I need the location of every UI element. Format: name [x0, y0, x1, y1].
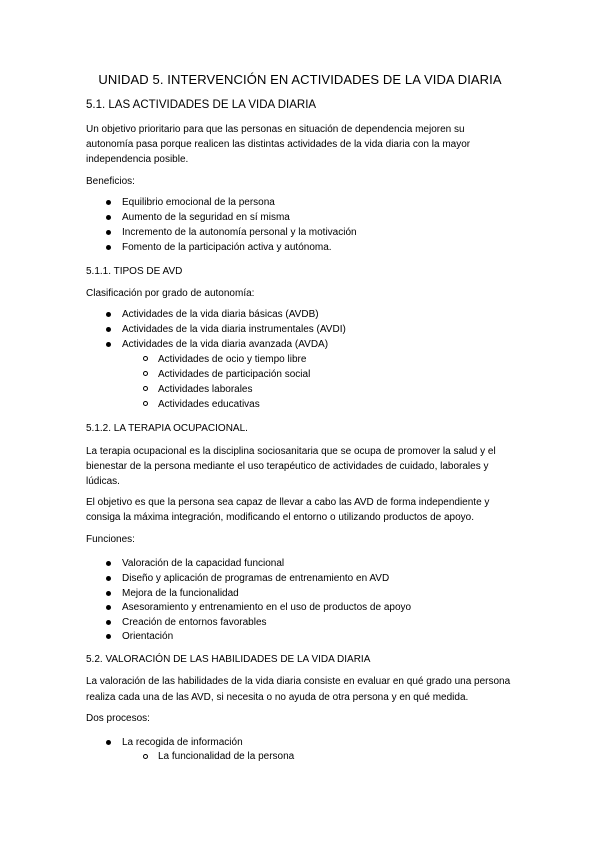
sub-bullet-icon — [143, 371, 148, 376]
sub-list-item: Actividades laborales — [158, 384, 253, 395]
sub-list-item: Actividades de ocio y tiempo libre — [158, 354, 307, 365]
bullet-icon — [106, 620, 111, 625]
list-item: Aumento de la seguridad en sí misma — [122, 212, 290, 223]
bullet-icon — [106, 605, 111, 610]
page-title: UNIDAD 5. INTERVENCIÓN EN ACTIVIDADES DE LA VIDA DIARIA — [98, 72, 502, 87]
list-item: Actividades de la vida diaria instrumentales (AVDI) — [122, 324, 346, 335]
bullet-icon — [106, 230, 111, 235]
sub-list-item: Actividades de participación social — [158, 369, 311, 380]
list-item: Incremento de la autonomía personal y la motivación — [122, 227, 357, 238]
bullet-icon — [106, 576, 111, 581]
sub-bullet-icon — [143, 386, 148, 391]
sub-bullet-icon — [143, 754, 148, 759]
bullet-icon — [106, 245, 111, 250]
paragraph-line: autonomía pasa porque realicen las distintas actividades de la vida diaria con la mayor — [86, 139, 471, 150]
list-item: Actividades de la vida diaria avanzada (AVDA) — [122, 339, 329, 350]
paragraph-line: bienestar de la persona mediante el uso terapéutico de actividades de cuidado, laborales y — [86, 461, 489, 472]
bullet-icon — [106, 200, 111, 205]
paragraph-line: realiza cada una de las AVD, si necesita o no ayuda de otra persona y en qué medida. — [86, 692, 469, 703]
paragraph-line: consiga la máxima integración, modificando el entorno o utilizando productos de apoyo. — [86, 512, 475, 523]
bullet-icon — [106, 312, 111, 317]
bullet-icon — [106, 740, 111, 745]
list-item: La recogida de información — [122, 737, 243, 748]
section-heading-5-2: 5.2. VALORACIÓN DE LAS HABILIDADES DE LA VIDA DIARIA — [86, 654, 371, 665]
list-item: Creación de entornos favorables — [122, 617, 267, 628]
processes-label: Dos procesos: — [86, 713, 150, 724]
section-heading-5-1-2: 5.1.2. LA TERAPIA OCUPACIONAL. — [86, 423, 248, 434]
sub-bullet-icon — [143, 401, 148, 406]
paragraph-line: lúdicas. — [86, 476, 120, 487]
paragraph-line: Un objetivo prioritario para que las personas en situación de dependencia mejoren su — [86, 124, 465, 135]
bullet-icon — [106, 327, 111, 332]
bullet-icon — [106, 342, 111, 347]
sub-list-item: Actividades educativas — [158, 399, 260, 410]
list-item: Equilibrio emocional de la persona — [122, 197, 275, 208]
sub-bullet-icon — [143, 356, 148, 361]
bullet-icon — [106, 634, 111, 639]
list-item: Actividades de la vida diaria básicas (AVDB) — [122, 309, 319, 320]
section-heading-5-1-1: 5.1.1. TIPOS DE AVD — [86, 266, 183, 277]
list-item: Mejora de la funcionalidad — [122, 588, 239, 599]
sub-list-item: La funcionalidad de la persona — [158, 751, 295, 762]
classification-label: Clasificación por grado de autonomía: — [86, 288, 255, 299]
paragraph-line: La valoración de las habilidades de la vida diaria consiste en evaluar en qué grado una persona — [86, 676, 511, 687]
bullet-icon — [106, 561, 111, 566]
benefits-label: Beneficios: — [86, 176, 135, 187]
list-item: Valoración de la capacidad funcional — [122, 558, 285, 569]
list-item: Asesoramiento y entrenamiento en el uso de productos de apoyo — [122, 602, 412, 613]
list-item: Orientación — [122, 631, 174, 642]
bullet-icon — [106, 215, 111, 220]
functions-label: Funciones: — [86, 534, 135, 545]
paragraph-line: La terapia ocupacional es la disciplina sociosanitaria que se ocupa de promover la salud y el — [86, 446, 496, 457]
paragraph-line: independencia posible. — [86, 154, 189, 165]
paragraph-line: El objetivo es que la persona sea capaz de llevar a cabo las AVD de forma independiente y — [86, 497, 490, 508]
list-item: Fomento de la participación activa y autónoma. — [122, 242, 332, 253]
bullet-icon — [106, 591, 111, 596]
section-heading-5-1: 5.1. LAS ACTIVIDADES DE LA VIDA DIARIA — [86, 99, 317, 111]
list-item: Diseño y aplicación de programas de entrenamiento en AVD — [122, 573, 390, 584]
